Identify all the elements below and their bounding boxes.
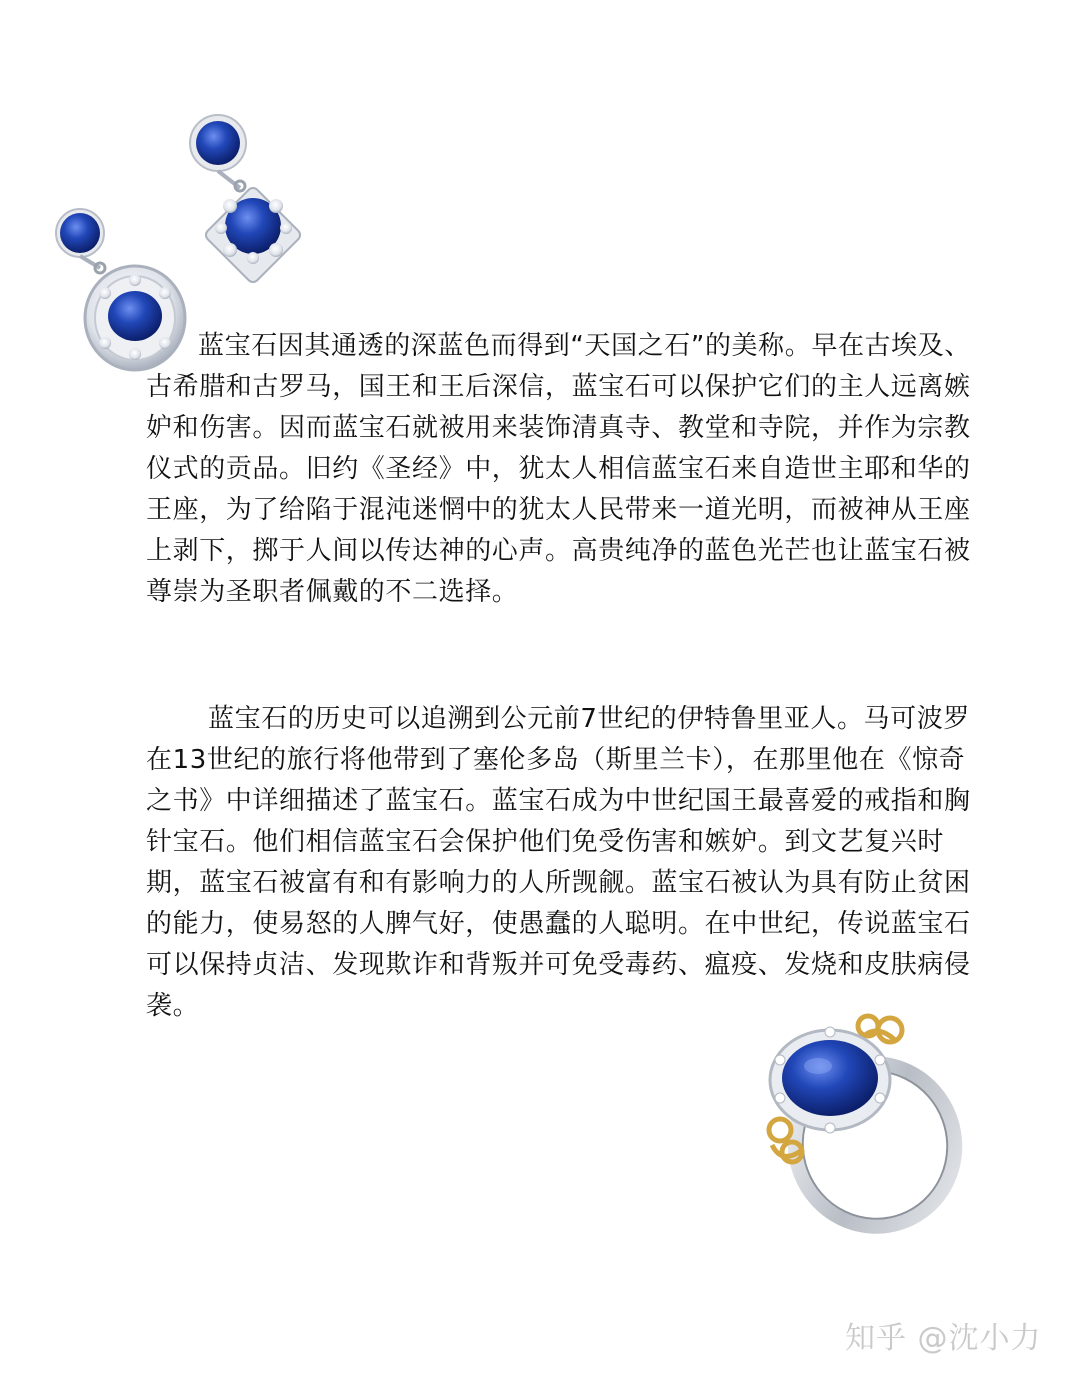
paragraph-1: 蓝宝石因其通透的深蓝色而得到“天国之石”的美称。早在古埃及、古希腊和古罗马，国王和王后深信，蓝宝石可以保护它们的主人远离嫉妒和伤害。因而蓝宝石就被用来装饰清真寺、教堂和寺院，并作为宗教仪式的贡品。旧约《圣经》中，犹太人相信蓝宝石来自造世主耶和华的王座，为了给陷于混沌迷惘中的犹太人民带来一道光明，而被神从王座上剥下，掷于人间以传达神的心声。高贵纯净的蓝色光芒也让蓝宝石被尊崇为圣职者佩戴的不二选择。 — [146, 331, 971, 607]
paragraph-2: 蓝宝石的历史可以追溯到公元前7世纪的伊特鲁里亚人。马可波罗在13世纪的旅行将他带到了塞伦多岛（斯里兰卡），在那里他在《惊奇之书》中详细描述了蓝宝石。蓝宝石成为中世纪国王最喜爱的戒指和胸针宝石。他们相信蓝宝石会保护他们免受伤害和嫉妒。到文艺复兴时期，蓝宝石被富有和有影响力的人所觊觎。蓝宝石被认为具有防止贫困的能力，使易怒的人脾气好，使愚蠢的人聪明。在中世纪，传说蓝宝石可以保持贞洁、发现欺诈和背叛并可免受毒药、瘟疫、发烧和皮肤病侵袭。 — [146, 704, 971, 1021]
watermark: 知乎 @沈小力 — [845, 1321, 1042, 1356]
sapphire-ring-image — [760, 1000, 970, 1240]
right-earring — [190, 115, 302, 284]
